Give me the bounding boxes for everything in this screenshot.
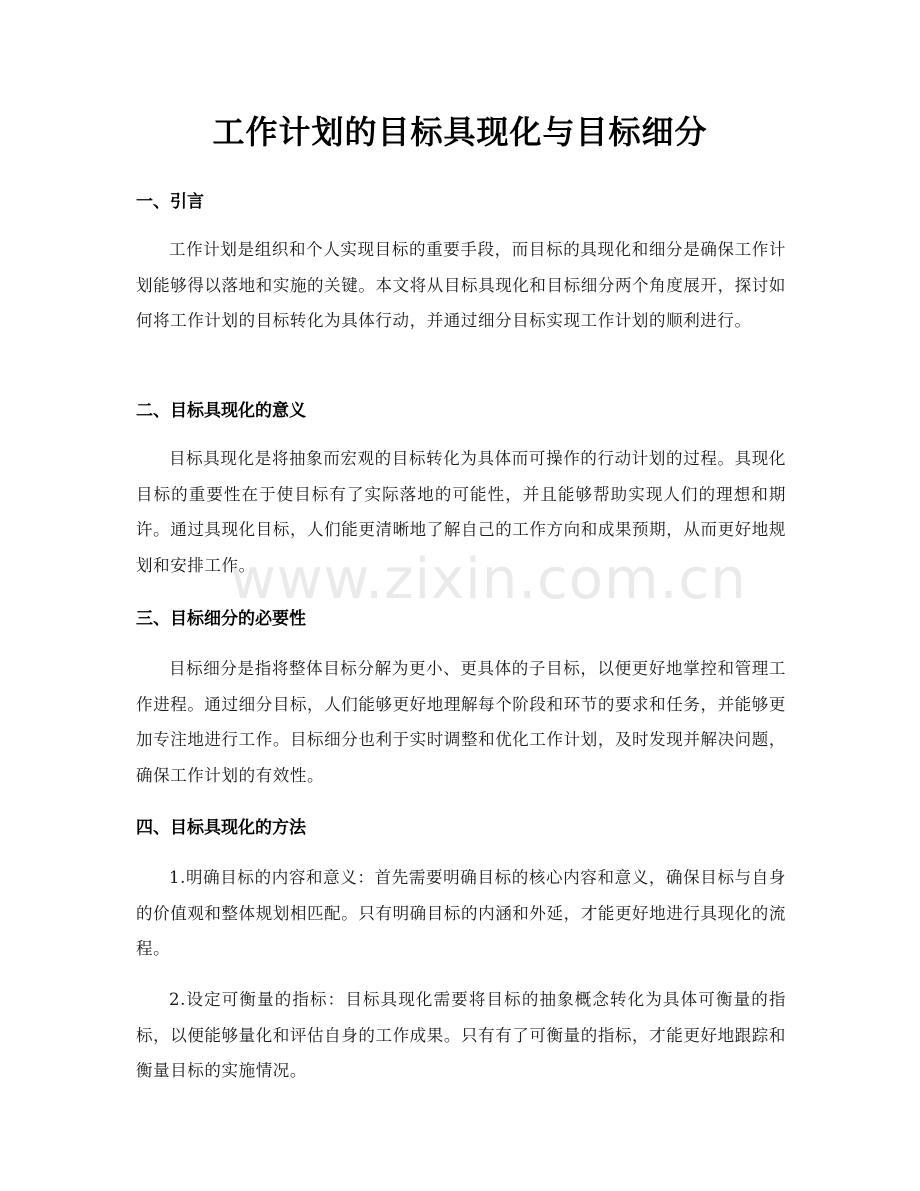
- section-heading-introduction: 一、引言: [136, 192, 204, 212]
- section-heading-concretization-meaning: 二、目标具现化的意义: [136, 401, 306, 421]
- paragraph-subdivision-necessity: 目标细分是指将整体目标分解为更小、更具体的子目标，以便更好地掌控和管理工作进程。通过细分目标，人们能够更好地理解每个阶段和环节的要求和任务，并能够更加专注地进行工作。目标细分也利于实时调整和优化工作计划，及时发现并解决问题，确保工作计划的有效性。: [136, 659, 786, 785]
- section-heading-concretization-methods: 四、目标具现化的方法: [136, 818, 306, 838]
- paragraph-method-1: 1.明确目标的内容和意义：首先需要明确目标的核心内容和意义，确保目标与自身的价值观和整体规划相匹配。只有明确目标的内涵和外延，才能更好地进行具现化的流程。: [136, 868, 786, 958]
- paragraph-introduction: 工作计划是组织和个人实现目标的重要手段，而目标的具现化和细分是确保工作计划能够得以落地和实施的关键。本文将从目标具现化和目标细分两个角度展开，探讨如何将工作计划的目标转化为具体行动，并通过细分目标实现工作计划的顺利进行。: [136, 240, 786, 330]
- paragraph-method-2: 2.设定可衡量的指标：目标具现化需要将目标的抽象概念转化为具体可衡量的指标，以便能够量化和评估自身的工作成果。只有有了可衡量的指标，才能更好地跟踪和衡量目标的实施情况。: [136, 990, 786, 1080]
- section-heading-subdivision-necessity: 三、目标细分的必要性: [136, 609, 306, 629]
- document-title: 工作计划的目标具现化与目标细分: [212, 113, 708, 151]
- paragraph-concretization-meaning: 目标具现化是将抽象而宏观的目标转化为具体而可操作的行动计划的过程。具现化目标的重要性在于使目标有了实际落地的可能性，并且能够帮助实现人们的理想和期许。通过具现化目标，人们能更清晰地了解自己的工作方向和成果预期，从而更好地规划和安排工作。: [136, 449, 786, 575]
- watermark: www.zixin.com.cn: [230, 547, 747, 612]
